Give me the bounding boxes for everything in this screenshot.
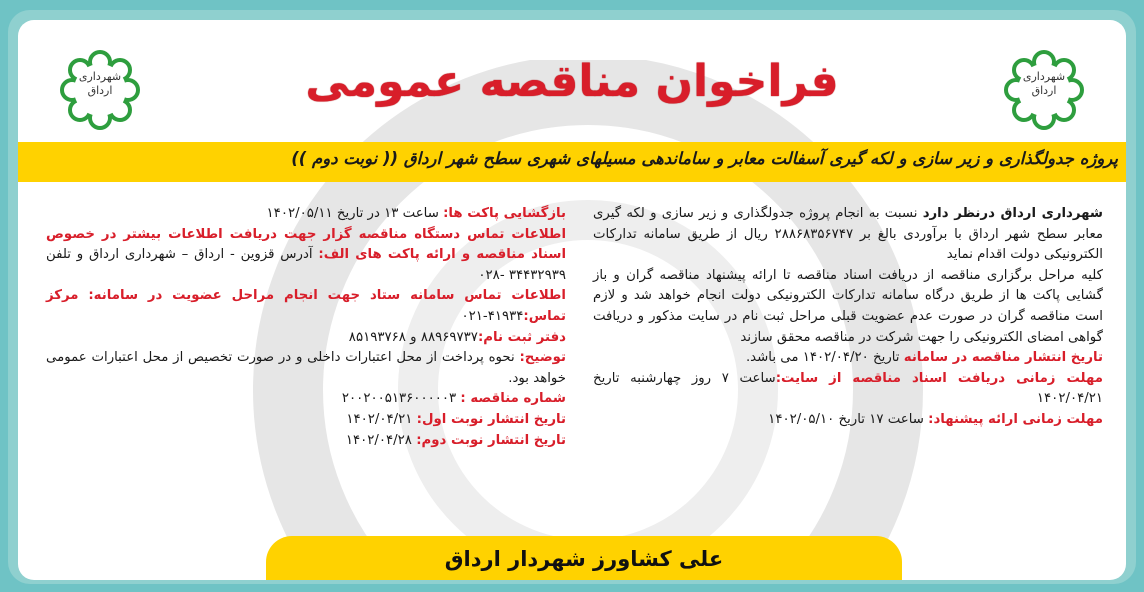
contact-row — [46, 225, 566, 287]
offer-deadline-value: ساعت ۱۷ تاریخ ۱۴۰۲/۰۵/۱۰ — [768, 411, 929, 427]
opening-row — [46, 204, 566, 225]
logo-caption — [1002, 70, 1086, 98]
first-publish-row — [46, 410, 566, 431]
logo-caption-line1: شهرداری — [78, 70, 122, 83]
tender-number-value: ۲۰۰۲۰۰۵۱۳۶۰۰۰۰۰۳ — [341, 391, 461, 407]
project-subtitle: پروژه جدولگذاری و زیر سازی و لکه گیری آسفالت معابر و ساماندهی مسیلهای شهری سطح شهر ارداق (( نوبت دوم )) — [291, 149, 1118, 168]
docs-deadline-value: ساعت ۷ روز چهارشنبه تاریخ ۱۴۰۲/۰۴/۲۱ — [593, 370, 1103, 407]
office-label: دفتر ثبت نام: — [477, 329, 566, 345]
notice-paper — [18, 20, 1126, 580]
note-label: توضیح: — [519, 350, 566, 366]
setad-row — [46, 286, 566, 327]
opening-value: ساعت ۱۳ در تاریخ ۱۴۰۲/۰۵/۱۱ — [266, 206, 444, 221]
publish-date-label: تاریخ انتشار مناقصه در سامانه — [903, 350, 1103, 366]
intro-label: شهرداری ارداق درنظر دارد — [922, 206, 1104, 221]
process-paragraph: کلیه مراحل برگزاری مناقصه از دریافت اسناد مناقصه تا ارائه پیشنهاد مناقصه گران و باز گشایی پاکت ها از طریق درگاه سامانه تدارکات الکترونیکی دولت انجام خواهد شد و لازم است مناقصه گران در صورت عدم عضویت قبلی مراحل ثبت نام در سایت مذکور و دریافت گواهی امضای الکترونیکی را جهت شرکت در مناقصه محقق سازند — [593, 267, 1103, 345]
offer-deadline-label: مهلت زمانی ارائه پیشنهاد: — [928, 411, 1103, 427]
tender-number-label: شماره مناقصه : — [460, 391, 566, 407]
signatory: علی کشاورز شهردار ارداق — [444, 547, 724, 571]
logo-caption-line2: ارداق — [87, 84, 113, 97]
first-publish-label: تاریخ انتشار نوبت اول: — [416, 411, 566, 427]
second-publish-label: تاریخ انتشار نوبت دوم: — [416, 432, 566, 448]
docs-deadline-row — [593, 369, 1103, 410]
docs-deadline-label: مهلت زمانی دریافت اسناد مناقصه از سایت: — [775, 370, 1103, 386]
page-title: فراخوان مناقصه عمومی — [305, 56, 839, 107]
second-publish-row — [46, 431, 566, 452]
right-column — [593, 204, 1103, 431]
note-value: نحوه پرداخت از محل اعتبارات داخلی و در صورت تخصیص از محل اعتبارات عمومی خواهد بود. — [46, 350, 566, 386]
first-publish-value: ۱۴۰۲/۰۴/۲۱ — [346, 411, 417, 427]
tender-number-row — [46, 389, 566, 410]
contact-label: اطلاعات تماس دستگاه مناقصه گزار جهت دریافت اطلاعات بیشتر در خصوص اسناد مناقصه و ارائه پاکت های الف: — [46, 226, 567, 263]
logo-caption-line1: شهرداری — [1022, 70, 1066, 83]
opening-label: بازگشایی پاکت ها: — [443, 206, 566, 221]
office-row — [46, 328, 566, 349]
intro-paragraph — [593, 204, 1103, 266]
setad-label: اطلاعات تماس سامانه ستاد جهت انجام مراحل عضویت در سامانه: مرکز تماس: — [46, 288, 566, 324]
municipality-logo-left — [58, 48, 142, 132]
logo-caption-line2: ارداق — [1031, 84, 1057, 97]
publish-date-row — [593, 348, 1103, 369]
logo-caption — [58, 70, 142, 98]
note-row — [46, 348, 566, 389]
intro-text: نسبت به انجام پروژه جدولگذاری و زیر سازی و لکه گیری معابر سطح شهر ارداق با برآوردی بالغ بر ۲۸۸۶۸۳۵۶۷۴۷ ریال از طریق سامانه تدارکات الکترونیکی دولت اقدام نماید — [593, 206, 1103, 263]
municipality-logo-right — [1002, 48, 1086, 132]
offer-deadline-row — [593, 410, 1103, 431]
office-value: ۸۸۹۶۹۷۳۷ و ۸۵۱۹۳۷۶۸ — [348, 329, 478, 345]
publish-date-value: تاریخ ۱۴۰۲/۰۴/۲۰ می باشد. — [745, 350, 904, 366]
setad-value: ۴۱۹۳۴-۰۲۱ — [461, 308, 524, 324]
left-column — [46, 204, 566, 451]
second-publish-value: ۱۴۰۲/۰۴/۲۸ — [345, 432, 417, 448]
contact-value: آدرس قزوین - ارداق – شهرداری ارداق و تلفن ۳۴۴۳۲۹۳۹ -۰۲۸ — [46, 247, 566, 283]
